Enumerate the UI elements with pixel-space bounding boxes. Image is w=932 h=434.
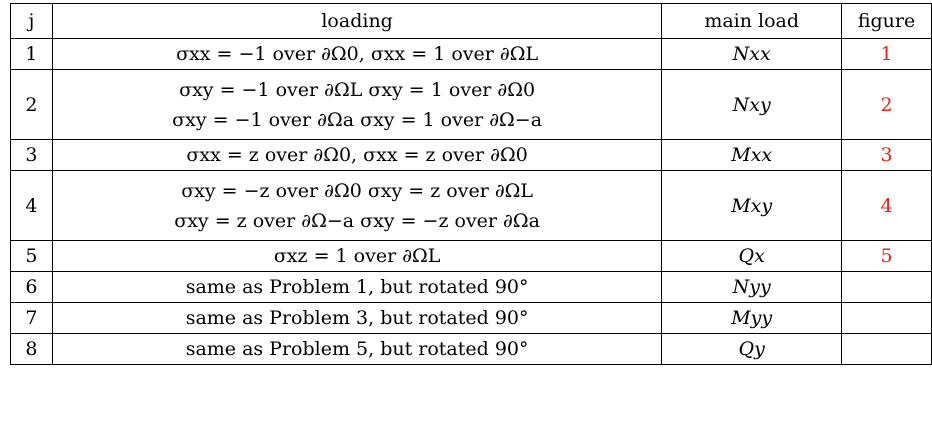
header-row	[11, 4, 932, 39]
cell-j: 2	[11, 70, 53, 140]
cell-main-load: Nxy	[662, 70, 842, 140]
cell-j: 8	[11, 334, 53, 365]
figure-ref-link[interactable]: 3	[842, 140, 932, 171]
loading-line: σxy = −z over ∂Ω0 σxy = z over ∂ΩL	[181, 179, 534, 202]
cell-figure	[842, 334, 932, 365]
cell-loading	[52, 171, 661, 241]
cell-j: 3	[11, 140, 53, 171]
figure-ref-link[interactable]: 5	[842, 241, 932, 272]
figure-ref-link[interactable]: 4	[842, 171, 932, 241]
cell-main-load: Myy	[662, 303, 842, 334]
loading-line: σxx = z over ∂Ω0, σxx = z over ∂Ω0	[186, 144, 528, 166]
cell-j: 7	[11, 303, 53, 334]
loading-line: same as Problem 3, but rotated 90°	[185, 307, 529, 329]
cell-loading	[52, 39, 661, 70]
cell-loading	[52, 241, 661, 272]
cell-loading	[52, 140, 661, 171]
cell-figure	[842, 303, 932, 334]
loading-line: same as Problem 1, but rotated 90°	[185, 276, 529, 298]
cell-j: 6	[11, 272, 53, 303]
cell-main-load: Nxx	[662, 39, 842, 70]
header-main-load: main load	[662, 4, 842, 39]
table-row	[11, 171, 932, 241]
figure-ref-link[interactable]: 2	[842, 70, 932, 140]
table-row	[11, 334, 932, 365]
header-figure: figure	[842, 4, 932, 39]
header-loading: loading	[52, 4, 661, 39]
table-row	[11, 70, 932, 140]
figure-ref-link[interactable]: 1	[842, 39, 932, 70]
loading-line: σxy = −1 over ∂ΩL σxy = 1 over ∂Ω0	[179, 78, 536, 101]
cell-main-load: Nyy	[662, 272, 842, 303]
header-j: j	[11, 4, 53, 39]
table-row	[11, 303, 932, 334]
loading-line: σxy = z over ∂Ω−a σxy = −z over ∂Ωa	[174, 209, 540, 232]
cell-loading	[52, 334, 661, 365]
cell-loading	[52, 272, 661, 303]
cell-figure	[842, 272, 932, 303]
cell-main-load: Mxy	[662, 171, 842, 241]
cell-loading	[52, 70, 661, 140]
cell-main-load: Qy	[662, 334, 842, 365]
cell-j: 1	[11, 39, 53, 70]
cell-main-load: Mxx	[662, 140, 842, 171]
table-row	[11, 241, 932, 272]
loading-line: σxz = 1 over ∂ΩL	[273, 245, 441, 267]
loading-line: σxx = −1 over ∂Ω0, σxx = 1 over ∂ΩL	[176, 43, 539, 65]
loading-table	[10, 3, 932, 365]
table-row	[11, 39, 932, 70]
cell-j: 5	[11, 241, 53, 272]
table-row	[11, 140, 932, 171]
cell-loading	[52, 303, 661, 334]
table-row	[11, 272, 932, 303]
loading-line: same as Problem 5, but rotated 90°	[185, 338, 529, 360]
loading-line: σxy = −1 over ∂Ωa σxy = 1 over ∂Ω−a	[172, 108, 543, 131]
cell-j: 4	[11, 171, 53, 241]
cell-main-load: Qx	[662, 241, 842, 272]
